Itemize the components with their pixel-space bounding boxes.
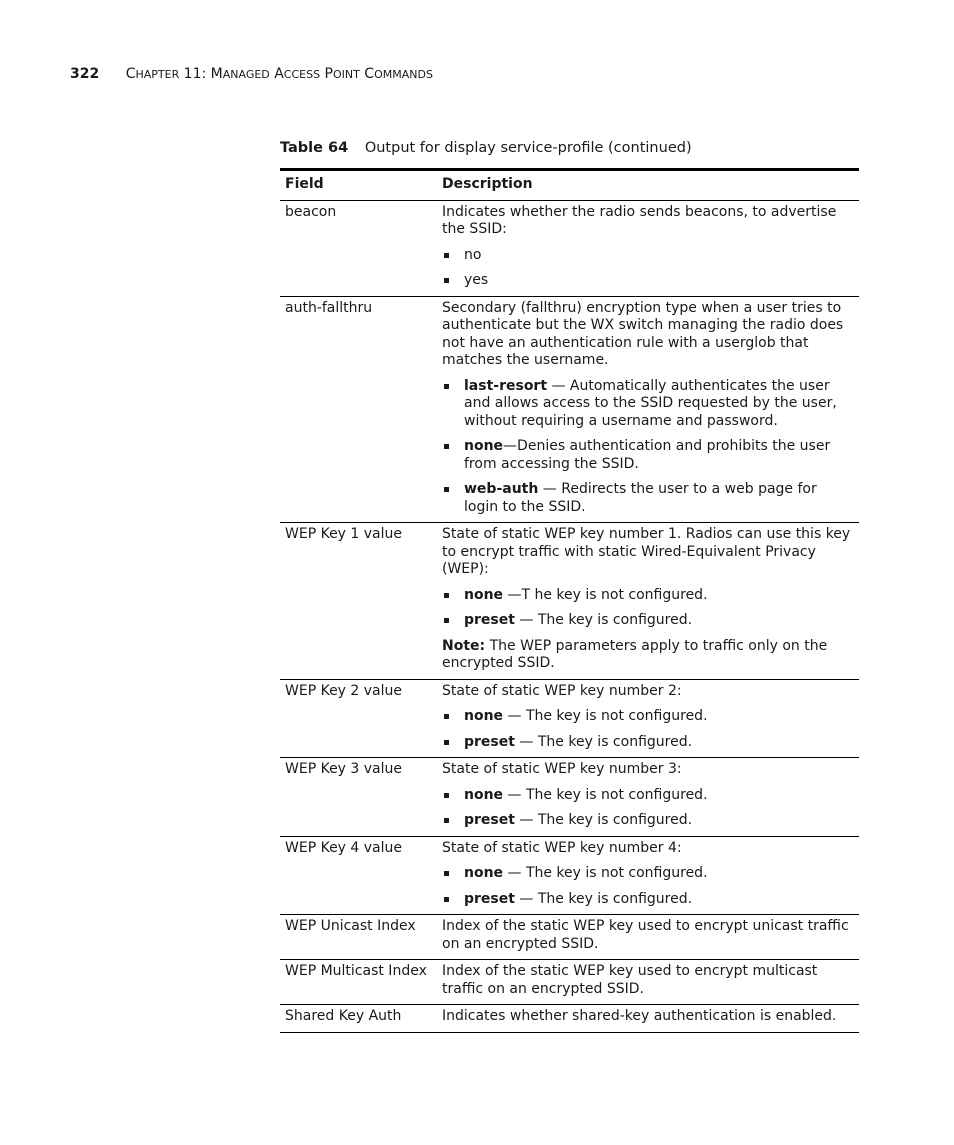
table-row [280, 679, 859, 758]
description-cell [437, 296, 859, 523]
option-list [442, 708, 855, 751]
option-text: — The key is not configured. [503, 786, 708, 803]
option-keyword: last-resort [464, 377, 548, 394]
option-text: — The key is not configured. [503, 865, 708, 881]
option-text: no [464, 246, 482, 263]
option-keyword: none [464, 708, 504, 724]
option-keyword: preset [464, 733, 515, 750]
list-item [442, 734, 855, 752]
option-list [442, 378, 855, 517]
table-title: Output for display service-profile (continued) [364, 140, 692, 156]
description-text: State of static WEP key number 1. Radios can use this key to encrypt traffic with static Wired-Equivalent Privacy (WEP): [442, 526, 851, 577]
description-text: Index of the static WEP key used to encrypt multicast traffic on an encrypted SSID. [442, 963, 818, 997]
note [442, 638, 855, 673]
running-header [70, 66, 433, 82]
option-text: — The key is not configured. [503, 708, 708, 724]
option-text: —T he key is not configured. [503, 586, 708, 603]
list-item [442, 481, 855, 516]
option-keyword: preset [464, 612, 515, 628]
table-row [280, 200, 859, 296]
table-row [280, 523, 859, 680]
list-item [442, 891, 855, 909]
page-number: 322 [70, 66, 100, 82]
table-row [280, 836, 859, 915]
description-cell [437, 523, 859, 680]
description-text: Indicates whether shared-key authentication is enabled. [442, 1008, 837, 1024]
option-keyword: preset [464, 812, 515, 828]
list-item [442, 272, 855, 290]
field-cell: WEP Key 3 value [280, 758, 437, 837]
table-row [280, 296, 859, 523]
table-row [280, 960, 859, 1005]
option-text: — Redirects the user to a web page for login to the SSID. [464, 481, 817, 515]
field-cell: WEP Unicast Index [280, 915, 437, 960]
description-text: Secondary (fallthru) encryption type when a user tries to authenticate but the WX switch managing the radio does not have an authentication rule with a userglob that matches the username. [442, 299, 844, 368]
field-cell: WEP Key 4 value [280, 836, 437, 915]
column-header-description: Description [437, 170, 859, 201]
list-item [442, 438, 855, 473]
field-cell: WEP Key 2 value [280, 679, 437, 758]
description-cell [437, 915, 859, 960]
table-row [280, 758, 859, 837]
option-list [442, 247, 855, 290]
option-keyword: none [464, 786, 504, 803]
option-list [442, 787, 855, 830]
description-text: Indicates whether the radio sends beacons, to advertise the SSID: [442, 203, 837, 237]
field-cell: Shared Key Auth [280, 1005, 437, 1033]
field-cell: auth-fallthru [280, 296, 437, 523]
option-text: — The key is configured. [514, 733, 693, 750]
field-cell: beacon [280, 200, 437, 296]
list-item [442, 247, 855, 265]
description-text: State of static WEP key number 3: [442, 761, 682, 777]
option-text: yes [464, 272, 489, 288]
field-cell: WEP Multicast Index [280, 960, 437, 1005]
option-keyword: none [464, 438, 504, 454]
description-cell [437, 200, 859, 296]
table-body [280, 200, 859, 1032]
option-text: — The key is configured. [514, 890, 693, 907]
option-list [442, 865, 855, 908]
option-keyword: web-auth [464, 481, 539, 497]
list-item [442, 812, 855, 830]
description-cell [437, 1005, 859, 1033]
table-header-row [280, 170, 859, 201]
table-number: Table 64 [280, 140, 349, 156]
option-list [442, 587, 855, 630]
option-text: — Automatically authenticates the user and allows access to the SSID requested by the user, without requiring a username and password. [464, 377, 837, 429]
list-item [442, 612, 855, 630]
chapter-title: CHAPTER 11: MANAGED ACCESS POINT COMMANDS [125, 66, 433, 82]
table-caption [280, 140, 692, 156]
field-cell: WEP Key 1 value [280, 523, 437, 680]
option-keyword: none [464, 865, 504, 881]
description-cell [437, 960, 859, 1005]
list-item [442, 708, 855, 726]
list-item [442, 787, 855, 805]
table-row [280, 915, 859, 960]
description-cell [437, 679, 859, 758]
list-item [442, 865, 855, 883]
description-text: Index of the static WEP key used to encrypt unicast traffic on an encrypted SSID. [442, 918, 849, 952]
description-text: State of static WEP key number 4: [442, 839, 682, 856]
list-item [442, 587, 855, 605]
table-row [280, 1005, 859, 1033]
note-text: The WEP parameters apply to traffic only on the encrypted SSID. [442, 637, 828, 671]
service-profile-table [280, 168, 859, 1033]
note-label: Note: [442, 637, 486, 654]
description-text: State of static WEP key number 2: [442, 682, 682, 699]
description-cell [437, 836, 859, 915]
list-item [442, 378, 855, 431]
description-cell [437, 758, 859, 837]
option-keyword: none [464, 586, 504, 603]
column-header-field: Field [280, 170, 437, 201]
option-text: — The key is configured. [514, 612, 693, 628]
option-text: —Denies authentication and prohibits the user from accessing the SSID. [464, 438, 831, 472]
option-text: — The key is configured. [514, 812, 693, 828]
option-keyword: preset [464, 890, 515, 907]
